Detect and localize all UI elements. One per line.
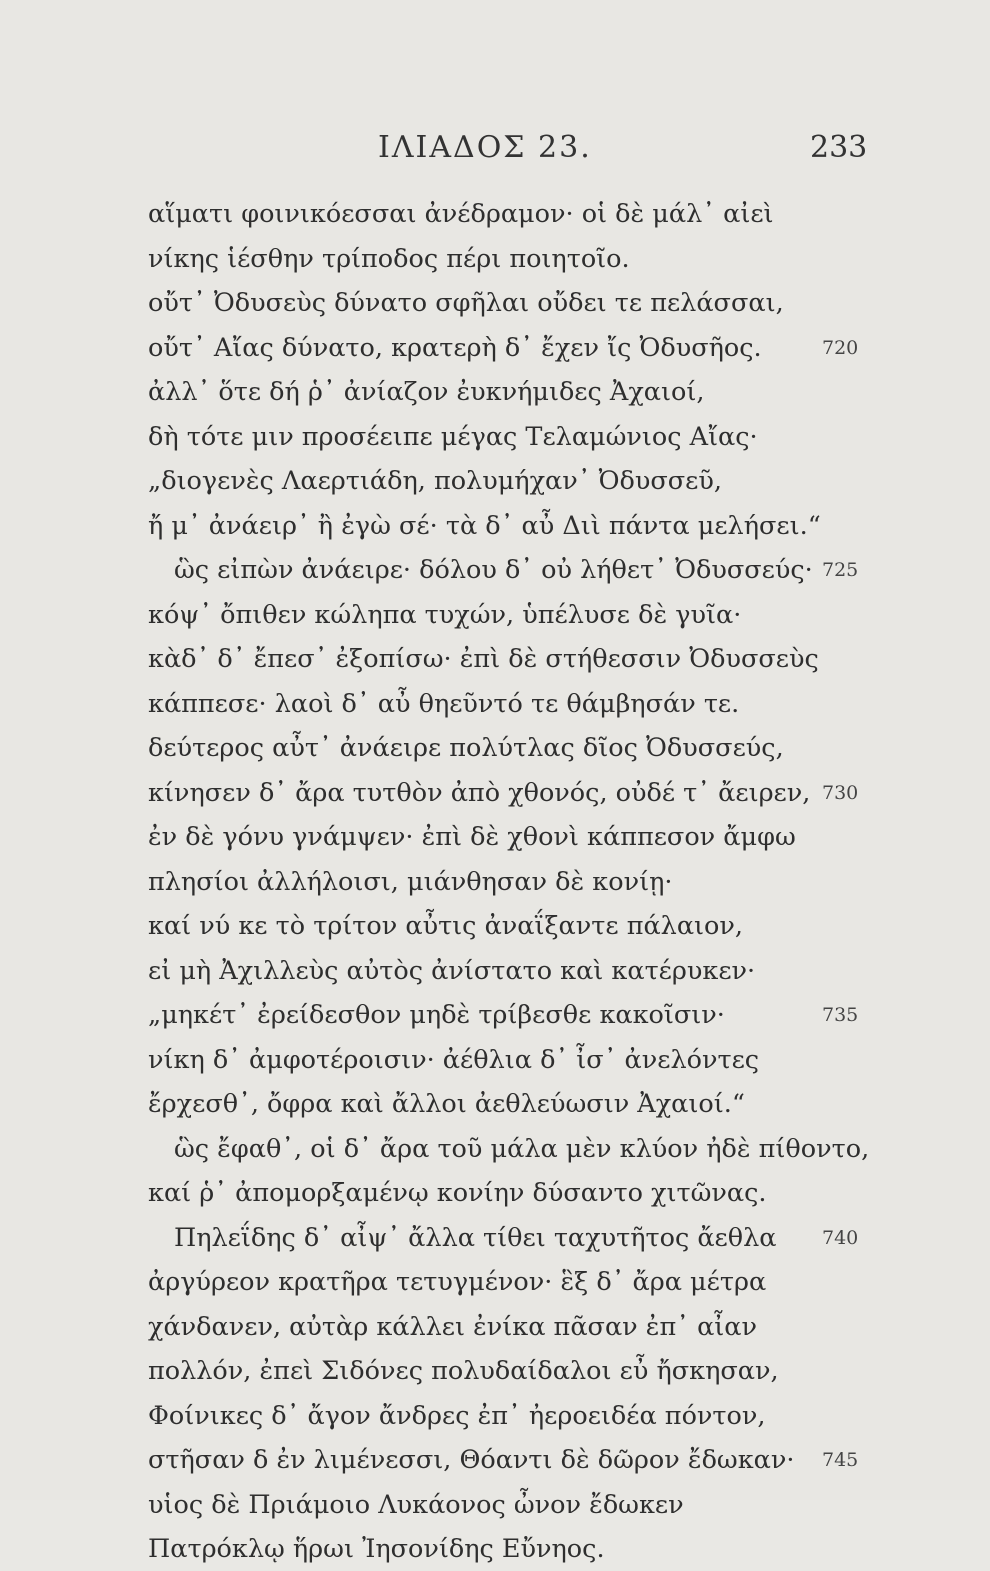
verse-line: πολλόν, ἐπεὶ Σιδόνες πολυδαίδαλοι εὖ ἤσκησαν,: [148, 1356, 779, 1386]
verse-line: κὰδ᾽ δ᾽ ἔπεσ᾽ ἐξοπίσω· ἐπὶ δὲ στήθεσσιν Ὀδυσσεὺς: [148, 644, 819, 674]
verse-line: κόψ᾽ ὄπιθεν κώληπα τυχών, ὑπέλυσε δὲ γυῖα·: [148, 599, 742, 630]
verse-line: ὣς εἰπὼν ἀνάειρε· δόλου δ᾽ οὐ λήθετ᾽ Ὀδυσσεύς·: [174, 555, 813, 585]
book-title: ΙΛΙΑΔΟΣ 23.: [378, 130, 592, 165]
running-header: [0, 130, 990, 170]
verse-line: Πατρόκλῳ ἥρωι Ἰησονίδης Εὔνηος.: [148, 1534, 605, 1564]
verse-line: ἔρχεσθ᾽, ὄφρα καὶ ἄλλοι ἀεθλεύωσιν Ἀχαιοί.“: [148, 1089, 745, 1119]
line-number: 745: [822, 1449, 859, 1471]
line-number: 720: [822, 336, 859, 359]
line-number: 730: [822, 781, 859, 804]
line-number: 725: [822, 559, 859, 581]
page-number: 233: [810, 130, 868, 165]
verse-line: ὣς ἔφαθ᾽, οἱ δ᾽ ἄρα τοῦ μάλα μὲν κλύον ἠδὲ πίθοντο,: [174, 1133, 870, 1164]
verse-line: πλησίοι ἀλλήλοισι, μιάνθησαν δὲ κονίῃ·: [148, 866, 673, 897]
line-number: 735: [822, 1004, 859, 1026]
verse-line: ἀλλ᾽ ὅτε δή ῥ᾽ ἀνίαζον ἐυκνήμιδες Ἀχαιοί,: [148, 377, 705, 407]
verse-line: Πηλεΐδης δ᾽ αἶψ᾽ ἄλλα τίθει ταχυτῆτος ἄεθλα: [174, 1222, 777, 1253]
verse-line: οὔτ᾽ Ὀδυσεὺς δύνατο σφῆλαι οὔδει τε πελάσσαι,: [148, 288, 784, 318]
verse-line: „διογενὲς Λαερτιάδη, πολυμήχαν᾽ Ὀδυσσεῦ,: [148, 466, 722, 496]
verse-line: στῆσαν δ ἐν λιμένεσσι, Θόαντι δὲ δῶρον ἔδωκαν·: [148, 1445, 795, 1475]
verse-line: ἤ μ᾽ ἀνάειρ᾽ ἢ ἐγὼ σέ· τὰ δ᾽ αὖ Διὶ πάντα μελήσει.“: [148, 510, 821, 541]
verse-line: ἐν δὲ γόνυ γνάμψεν· ἐπὶ δὲ χθονὶ κάππεσον ἄμφω: [148, 822, 796, 852]
verse-line: υἱος δὲ Πριάμοιο Λυκάονος ὦνον ἔδωκεν: [148, 1489, 684, 1520]
verse-line: αἵματι φοινικόεσσαι ἀνέδραμον· οἱ δὲ μάλ᾽ αἰεὶ: [148, 199, 774, 229]
verse-line: δὴ τότε μιν προσέειπε μέγας Τελαμώνιος Αἴας·: [148, 421, 758, 452]
verse-line: νίκη δ᾽ ἀμφοτέροισιν· ἀέθλια δ᾽ ἶσ᾽ ἀνελόντες: [148, 1044, 760, 1075]
verse-line: νίκης ἱέσθην τρίποδος πέρι ποιητοῖο.: [148, 243, 630, 274]
line-number: 740: [822, 1226, 859, 1249]
verse-line: χάνδανεν, αὐτὰρ κάλλει ἐνίκα πᾶσαν ἐπ᾽ αἶαν: [148, 1311, 758, 1342]
verse-line: „μηκέτ᾽ ἐρείδεσθον μηδὲ τρίβεσθε κακοῖσιν·: [148, 1000, 725, 1030]
verse-line: δεύτερος αὖτ᾽ ἀνάειρε πολύτλας δῖος Ὀδυσσεύς,: [148, 733, 784, 763]
verse-line: καί ῥ᾽ ἀπομορξαμένῳ κονίην δύσαντο χιτῶνας.: [148, 1178, 767, 1208]
verse-line: Φοίνικες δ᾽ ἄγον ἄνδρες ἐπ᾽ ἠεροειδέα πόντον,: [148, 1400, 766, 1431]
verse-line: κάππεσε· λαοὶ δ᾽ αὖ θηεῦντό τε θάμβησάν τε.: [148, 688, 740, 719]
verse-line: ἀργύρεον κρατῆρα τετυγμένον· ἓξ δ᾽ ἄρα μέτρα: [148, 1267, 767, 1297]
verse-line: κίνησεν δ᾽ ἄρα τυτθὸν ἀπὸ χθονός, οὐδέ τ᾽ ἄειρεν,: [148, 777, 811, 808]
verse-line: εἰ μὴ Ἀχιλλεὺς αὐτὸς ἀνίστατο καὶ κατέρυκεν·: [148, 955, 756, 986]
verse-line: οὔτ᾽ Αἴας δύνατο, κρατερὴ δ᾽ ἔχεν ἴς Ὀδυσῆος.: [148, 332, 762, 363]
verse-line: καί νύ κε τὸ τρίτον αὖτις ἀναΐξαντε πάλαιον,: [148, 911, 744, 941]
